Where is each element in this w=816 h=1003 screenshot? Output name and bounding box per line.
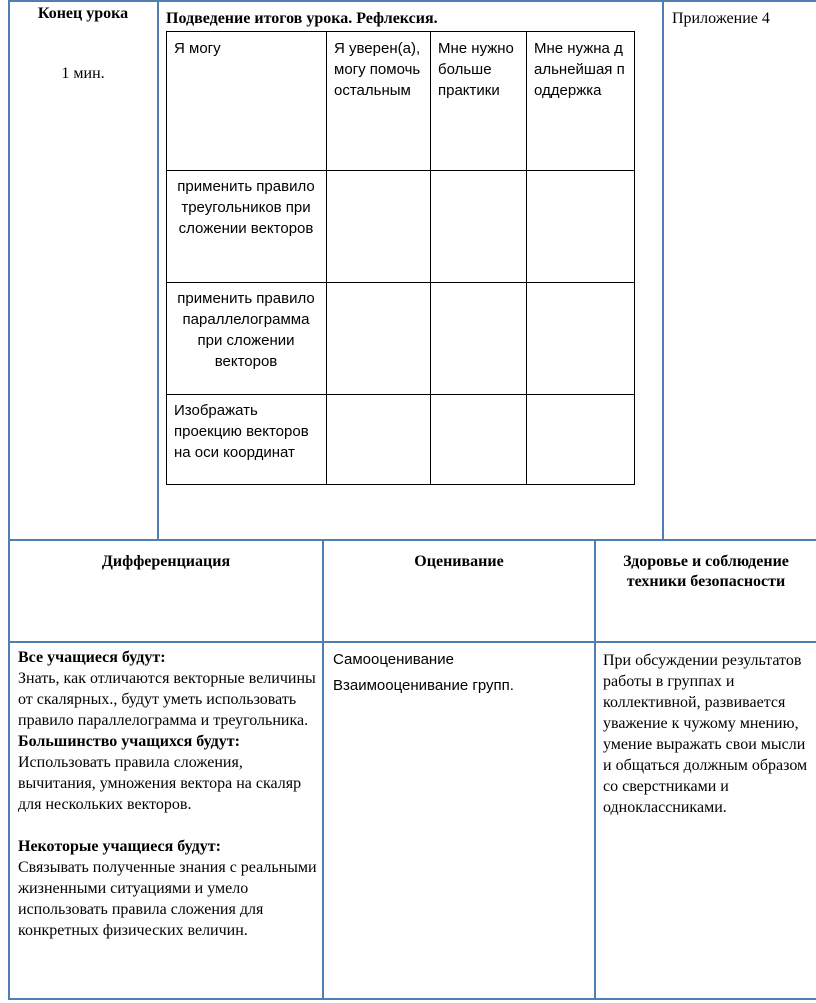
stage-name: Конец урока — [37, 5, 129, 22]
table-row-triangle-rule: применить правило треугольников при сложении векторов — [177, 178, 315, 237]
header-assessment: Оценивание — [414, 553, 504, 570]
all-students-text: Знать, как отличаются векторные величины от скалярных., будут уметь использовать правило параллелограмма и треугольника. — [18, 670, 316, 729]
table-row-projection: Изображать проекцию векторов на оси координат — [174, 402, 309, 461]
assessment-peer: Взаимооценивание групп. — [333, 677, 514, 694]
table-header-more-practice: Мне нужно больше практики — [438, 40, 514, 99]
outer-border-left — [8, 0, 10, 1000]
some-students-title: Некоторые учащиеся будут: — [18, 838, 221, 855]
table-header-i-can: Я могу — [174, 40, 221, 57]
top-col-divider-2 — [662, 0, 664, 540]
most-students-text: Использовать правила сложения, вычитания, умножения вектора на скаляр для нескольких векторов. — [18, 754, 302, 813]
stage-time: 1 мин. — [61, 65, 105, 82]
bottom-header-divider — [8, 641, 816, 643]
header-health: Здоровье и соблюдение техники безопасности — [623, 553, 789, 590]
outer-border-top — [8, 0, 816, 2]
all-students-title: Все учащиеся будут: — [18, 649, 166, 666]
activity-title: Подведение итогов урока. Рефлексия. — [166, 10, 438, 27]
differentiation-content — [18, 647, 322, 941]
appendix-label: Приложение 4 — [672, 10, 770, 27]
health-text: При обсуждении результатов работы в группах и коллективной, развивается уважение к чужому мнению, умение выражать свои мысли и общаться должным образом со сверстниками и одноклассниками. — [603, 652, 808, 816]
assessment-self: Самооценивание — [333, 651, 454, 668]
section-divider — [8, 539, 816, 541]
bottom-col-divider-1 — [322, 540, 324, 1000]
header-differentiation: Дифференциация — [101, 553, 231, 570]
table-header-confident: Я уверен(а), могу помочь остальным — [334, 40, 421, 99]
some-students-text: Связывать полученные знания с реальными жизненными ситуациями и умело использовать правила сложения для конкретных физических величин. — [18, 859, 317, 939]
table-row-parallelogram-rule: применить правило параллелограмма при сложении векторов — [177, 290, 315, 370]
outer-border-bottom — [8, 998, 816, 1000]
top-col-divider-1 — [157, 0, 159, 540]
table-header-further-support: Мне нужна дальнейшая поддержка — [534, 40, 625, 99]
bottom-col-divider-2 — [594, 540, 596, 1000]
most-students-title: Большинство учащихся будут: — [18, 733, 240, 750]
